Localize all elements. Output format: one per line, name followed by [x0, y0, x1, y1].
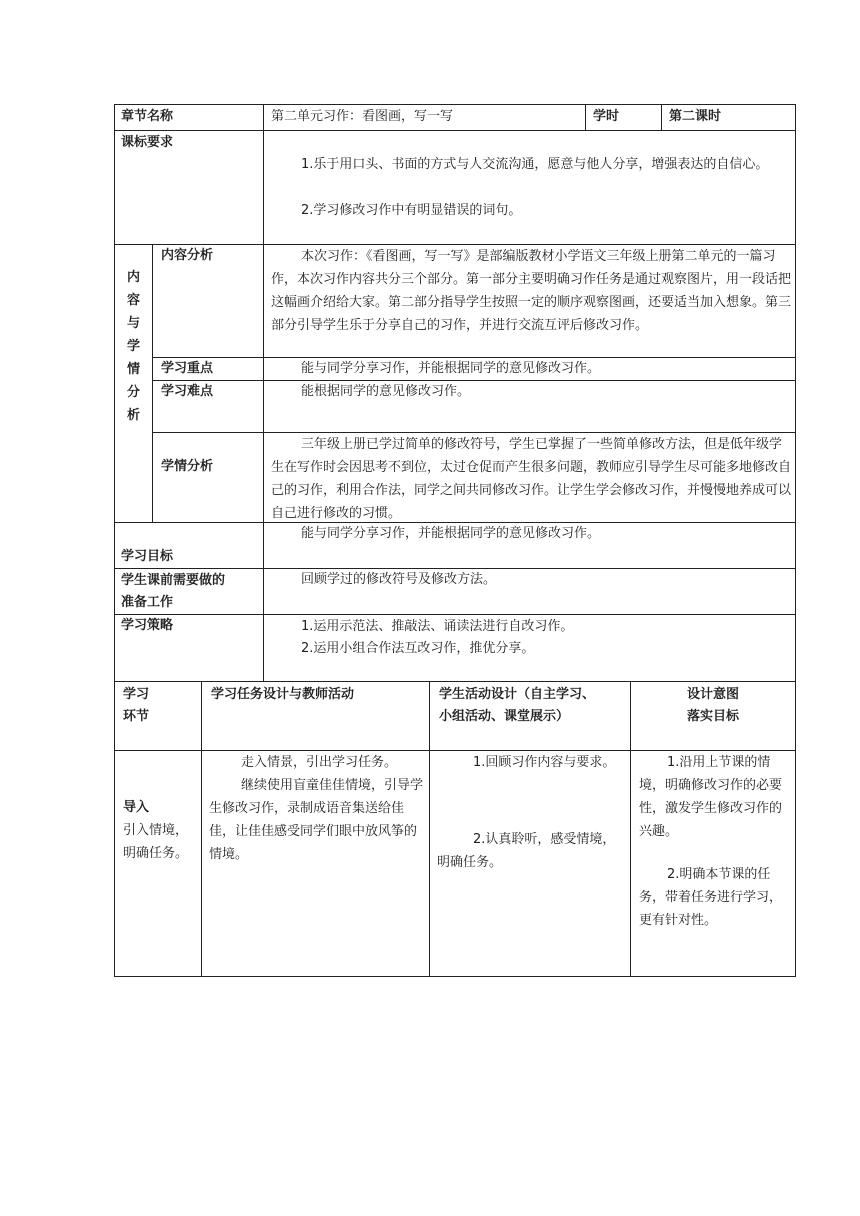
- prep-label-line1: 学生课前需要做的: [121, 573, 226, 588]
- rule: [114, 614, 796, 615]
- chapter-title: 第二单元习作：看图画，写一写: [271, 109, 454, 124]
- analysis-group-char: 内: [126, 270, 140, 285]
- teacher-activity-p2: 继续使用盲童佳佳情境，引导学生修改习作，录制成语音集送给佳佳，让佳佳感受同学们眼中放风筝的情境。: [209, 778, 424, 862]
- rule: [114, 681, 796, 682]
- rule-bottom: [114, 976, 796, 977]
- rule: [429, 681, 430, 977]
- prep-text: 回顾学过的修改符号及修改方法。: [301, 572, 497, 587]
- stage-line-1: 引入情境，: [123, 823, 189, 838]
- analysis-group-label: [115, 266, 152, 427]
- prep-label-line2: 准备工作: [121, 595, 174, 610]
- intent-header-line1: 设计意图: [686, 687, 739, 702]
- rule: [585, 104, 586, 131]
- rule: [152, 380, 796, 381]
- strategy-label: 学习策略: [121, 618, 174, 633]
- teacher-activity-header: 学习任务设计与教师活动: [211, 687, 355, 702]
- student-analysis-label: 学情分析: [161, 459, 214, 474]
- analysis-group-char: 析: [126, 408, 140, 423]
- key-points-text: 能与同学分享习作，并能根据同学的意见修改习作。: [301, 361, 601, 376]
- stage-header-line1: 学习: [123, 687, 150, 702]
- stage-title: 导入: [123, 800, 150, 815]
- intent-p2: 2.明确本节课的任务，带着任务进行学习，更有针对性。: [639, 867, 783, 928]
- rule-left: [114, 104, 115, 977]
- analysis-group-char: 容: [126, 293, 140, 308]
- strategy-item-2: 2.运用小组合作法互改习作，推优分享。: [301, 641, 535, 656]
- analysis-group-char: 分: [126, 385, 140, 400]
- content-analysis-text: 本次习作：《看图画，写一写》是部编版教材小学语文三年级上册第二单元的一篇习作，本次习作内容共分三个部分。第一部分主要明确习作任务是通过观察图片，用一段话把这幅画介绍给大家。第二部分指导学生按照一定的顺序观察图画，还要适当加入想象。第三部分引导学生乐于分享自己的习作，并进行交流互评后修改习作。: [271, 249, 792, 333]
- difficulty-text: 能根据同学的意见修改习作。: [301, 384, 471, 399]
- curriculum-item-1: 1.乐于用口头、书面的方式与人交流沟通，愿意与他人分享，增强表达的自信心。: [301, 157, 769, 172]
- strategy-item-1: 1.运用示范法、推敲法、诵读法进行自改习作。: [301, 619, 574, 634]
- difficulty-label: 学习难点: [161, 384, 214, 399]
- learning-goal-text: 能与同学分享习作，并能根据同学的意见修改习作。: [301, 526, 601, 541]
- analysis-group-char: 学: [126, 339, 140, 354]
- learning-goal-label: 学习目标: [121, 549, 174, 564]
- student-analysis-text: 三年级上册已学过简单的修改符号，学生已掌握了一些简单修改方法，但是低年级学生在写作时会因思考不到位，太过仓促而产生很多问题，教师应引导学生尽可能多地修改自己的习作，利用合作法，同学之间共同修改习作。让学生学会修改习作，并慢慢地养成可以自己进行修改的习惯。: [271, 437, 792, 521]
- intent-header-line2: 落实目标: [686, 709, 739, 724]
- key-points-label: 学习重点: [161, 361, 214, 376]
- student-activity-p2: 2.认真聆听，感受情境，明确任务。: [437, 832, 616, 870]
- analysis-group-char: 情: [126, 362, 140, 377]
- rule: [201, 681, 202, 977]
- student-activity-header-line1: 学生活动设计（自主学习、: [439, 687, 596, 702]
- stage-header-line2: 环节: [123, 709, 150, 724]
- student-activity-p1: 1.回顾习作内容与要求。: [473, 755, 616, 770]
- teacher-activity-p1: 走入情景，引出学习任务。: [241, 755, 398, 770]
- analysis-group-char: 与: [126, 316, 140, 331]
- curriculum-item-2: 2.学习修改习作中有明显错误的词句。: [301, 203, 522, 218]
- curriculum-label: 课标要求: [121, 135, 174, 150]
- rule: [152, 244, 153, 523]
- stage-line-2: 明确任务。: [123, 846, 189, 861]
- content-analysis-label: 内容分析: [161, 248, 214, 263]
- student-activity-header-line2: 小组活动、课堂展示）: [439, 709, 570, 724]
- rule-top: [114, 104, 796, 105]
- hours-value: 第二课时: [669, 109, 722, 124]
- chapter-name-label: 章节名称: [121, 109, 174, 124]
- rule: [263, 104, 264, 682]
- hours-label: 学时: [593, 109, 620, 124]
- rule: [661, 104, 662, 131]
- rule-right: [795, 104, 796, 977]
- rule: [114, 130, 796, 131]
- intent-p1: 1.沿用上节课的情境，明确修改习作的必要性，激发学生修改习作的兴趣。: [639, 755, 783, 839]
